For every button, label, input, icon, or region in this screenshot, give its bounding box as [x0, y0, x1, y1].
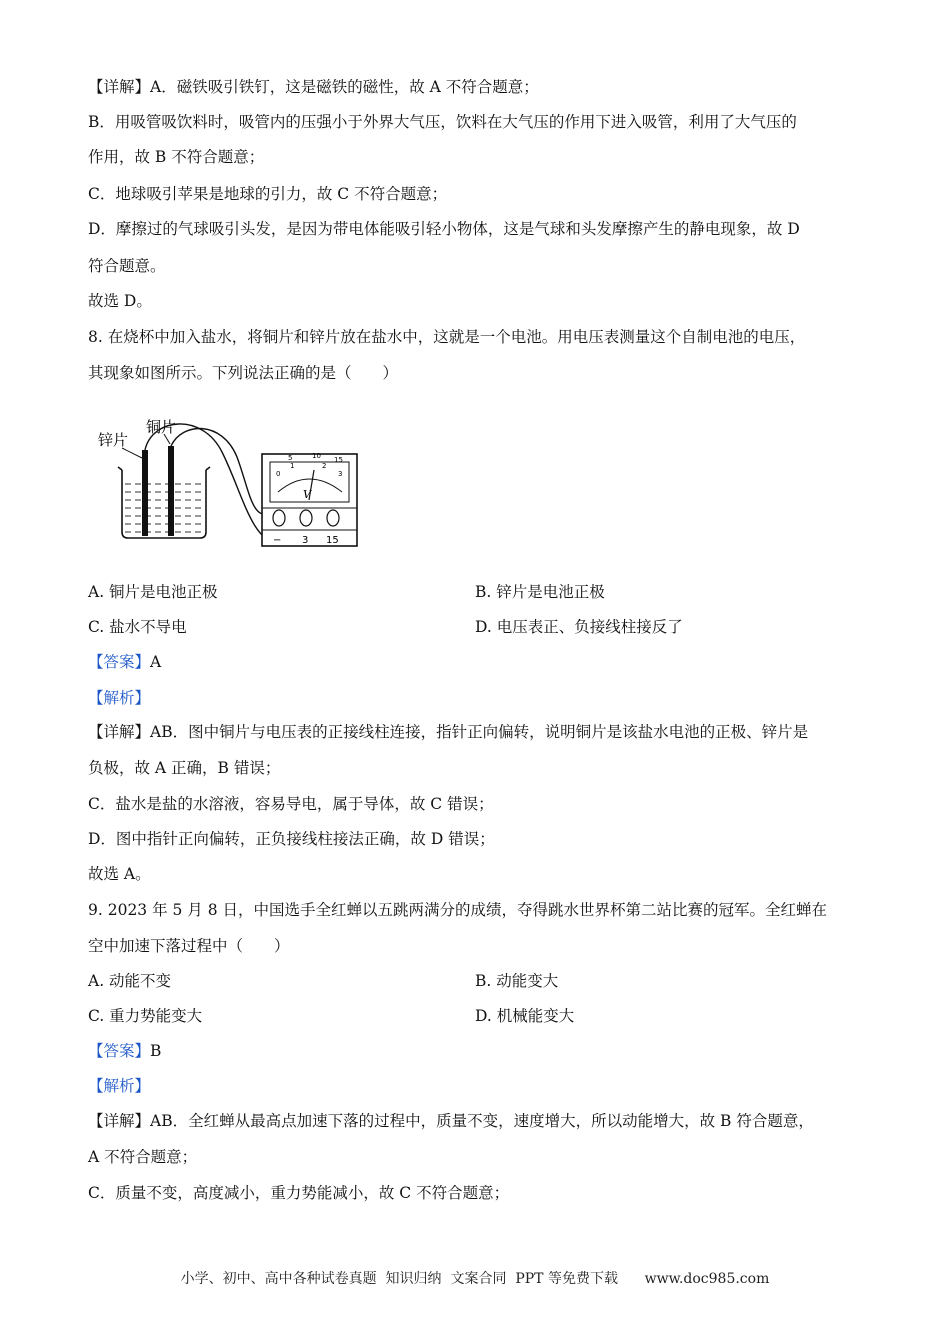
voltmeter: [262, 452, 357, 546]
text-line: C．盐水是盐的水溶液，容易导电，属于导体，故 C 错误；: [88, 795, 494, 813]
svg-text:5: 5: [288, 454, 293, 462]
zinc-label: 锌片: [98, 431, 129, 449]
svg-text:−: −: [273, 535, 282, 546]
svg-text:15: 15: [334, 456, 343, 464]
beaker: [118, 467, 210, 538]
option-c: C. 重力势能变大: [88, 1007, 203, 1025]
text-line: 故选 D。: [88, 292, 152, 310]
copper-plate: [168, 446, 174, 536]
answer-value: A: [150, 653, 162, 671]
text-line: C．质量不变，高度减小，重力势能减小，故 C 不符合题意；: [88, 1184, 510, 1202]
svg-text:10: 10: [312, 452, 321, 460]
question-9-stem: 空中加速下落过程中（ ）: [88, 937, 290, 955]
text-line: 【详解】AB．全红蝉从最高点加速下落的过程中，质量不变，速度增大，所以动能增大，故 B 符合题意，: [88, 1112, 814, 1130]
terminal-3: [300, 510, 312, 526]
svg-text:0: 0: [276, 470, 281, 478]
answer-line: [88, 1040, 161, 1062]
text-line: 符合题意。: [88, 257, 166, 275]
meter-symbol: V: [303, 488, 311, 501]
copper-label: 铜片: [146, 418, 177, 436]
answer-tag: 【答案】: [88, 653, 151, 671]
question-9-stem: 9. 2023 年 5 月 8 日，中国选手全红蝉以五跳两满分的成绩，夺得跳水世界杯第二站比赛的冠军。全红蝉在: [88, 901, 828, 919]
text-line: 【详解】A．磁铁吸引铁钉，这是磁铁的磁性，故 A 不符合题意；: [88, 78, 539, 96]
text-line: 故选 A。: [88, 865, 151, 883]
terminal-negative: [273, 510, 285, 526]
option-d: D. 电压表正、负接线柱接反了: [475, 618, 683, 636]
option-b: B. 动能变大: [475, 972, 559, 990]
option-b: B. 锌片是电池正极: [475, 583, 605, 601]
option-a: A. 动能不变: [88, 972, 172, 990]
option-a: A. 铜片是电池正极: [88, 583, 218, 601]
battery-voltmeter-figure: [92, 412, 362, 557]
zinc-plate: [142, 450, 148, 536]
text-line: D．图中指针正向偏转，正负接线柱接法正确，故 D 错误；: [88, 830, 495, 848]
page-footer: 小学、初中、高中各种试卷真题 知识归纳 文案合同 PPT 等免费下载 www.doc985.com: [180, 1271, 770, 1287]
text-line: A 不符合题意；: [88, 1148, 198, 1166]
text-line: B．用吸管吸饮料时，吸管内的压强小于外界大气压，饮料在大气压的作用下进入吸管，利用了大气压的: [88, 113, 797, 131]
terminal-15: [327, 510, 339, 526]
text-line: 作用，故 B 不符合题意；: [88, 148, 265, 166]
svg-text:2: 2: [322, 462, 327, 470]
question-8-stem: 8. 在烧杯中加入盐水，将铜片和锌片放在盐水中，这就是一个电池。用电压表测量这个自制电池的电压，: [88, 328, 806, 346]
text-line: 【详解】AB．图中铜片与电压表的正接线柱连接，指针正向偏转，说明铜片是该盐水电池的正极、锌片是: [88, 723, 809, 741]
question-8-stem: 其现象如图所示。下列说法正确的是（ ）: [88, 364, 399, 382]
analysis-tag: 【解析】: [88, 689, 151, 707]
option-d: D. 机械能变大: [475, 1007, 575, 1025]
text-line: 负极，故 A 正确，B 错误；: [88, 759, 281, 777]
wire-copper: [171, 428, 274, 514]
svg-text:1: 1: [290, 462, 295, 470]
svg-text:3: 3: [302, 535, 309, 546]
analysis-tag: 【解析】: [88, 1077, 151, 1095]
text-line: D．摩擦过的气球吸引头发，是因为带电体能吸引轻小物体，这是气球和头发摩擦产生的静电现象，故 D: [88, 220, 800, 238]
answer-value: B: [150, 1042, 162, 1060]
svg-text:15: 15: [326, 535, 339, 546]
text-line: C．地球吸引苹果是地球的引力，故 C 不符合题意；: [88, 185, 448, 203]
answer-line: [88, 651, 161, 673]
answer-tag: 【答案】: [88, 1042, 151, 1060]
svg-text:3: 3: [338, 470, 343, 478]
option-c: C. 盐水不导电: [88, 618, 187, 636]
